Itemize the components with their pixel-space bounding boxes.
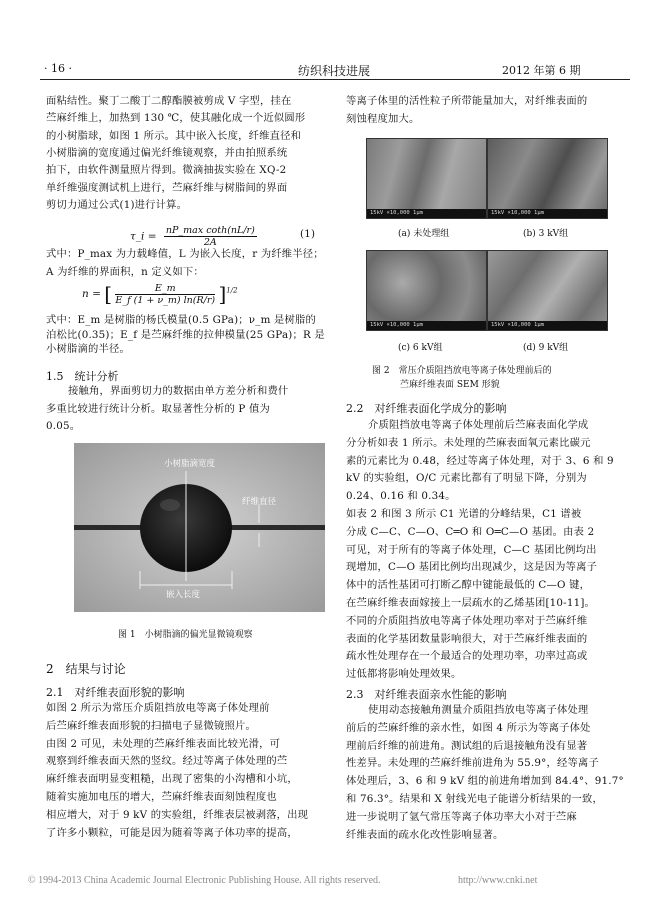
text-line: 如图 2 所示为常压介质阻挡放电等离子体处理前 <box>46 702 270 714</box>
formula-1-numerator: nP_max coth(nL/r) <box>165 225 255 236</box>
text-line: 素的元素比为 0.48，经过等离子体处理，对于 3、6 和 9 <box>346 454 614 467</box>
formula-1-lhs: τ_i = <box>130 230 157 243</box>
figure-2-caption-line-1: 图 2 常压介质阻挡放电等离子体处理前后的 <box>372 366 552 376</box>
text-line: 进一步说明了氩气常压等离子体功率大小对于苎麻 <box>346 810 577 823</box>
issue-label: 2012 年第 6 期 <box>502 64 581 77</box>
text-line: 和 76.3°。结果和 X 射线光电子能谱分析结果的一致， <box>346 793 603 805</box>
text-line: 了许多小颗粒，可能是因为随着等离子体功率的提高， <box>46 826 298 839</box>
text-line: 相应增大，对于 9 kV 的实验组，纤维表层被剥落，出现 <box>46 808 309 821</box>
sem-scale-bar: 15kV ×10,000 1μm <box>488 209 607 218</box>
text-line: 拍下，由软件测量照片得到。微滴抽拔实验在 XQ-2 <box>46 164 287 177</box>
text-line: 在苎麻纤维表面嫁接上一层疏水的乙烯基团[10-11]。 <box>346 597 596 609</box>
sem-scale-bar: 15kV ×10,000 1μm <box>367 209 486 218</box>
text-line: 体处理后，3、6 和 9 kV 组的前进角增加到 84.4°、91.7° <box>346 775 624 788</box>
formula-1-tag: (1) <box>300 228 316 240</box>
text-line: 纤维表面的疏水化改性影响显著。 <box>346 828 504 841</box>
text-line: 现增加，C—O 基团比例均出现减少，这是因为等离子 <box>346 561 598 574</box>
text-line: 剪切力通过公式(1)进行计算。 <box>46 198 188 211</box>
section-2-heading: 2 结果与讨论 <box>46 662 126 676</box>
text-line: 式中：P_max 为力载峰值，L 为嵌入长度，r 为纤维半径； <box>46 248 324 260</box>
section-2-1-heading: 2.1 对纤维表面形貌的影响 <box>46 686 185 699</box>
text-line: 单纤维强度测试机上进行，苎麻纤维与树脂间的界面 <box>46 181 288 194</box>
text-line: 式中：E_m 是树脂的杨氏模量(0.5 GPa)；ν_m 是树脂的 <box>46 314 317 326</box>
text-line: 小树脂滴的半径。 <box>46 343 130 355</box>
text-line: 小树脂滴的宽度通过偏光纤维镜观察，并由拍照系统 <box>46 146 288 159</box>
label-fiber-diameter: 纤维直径 <box>242 497 277 507</box>
text-line: kV 的实验组，O/C 元素比都有了明显下降，分别为 <box>346 472 587 485</box>
section-2-3-heading: 2.3 对纤维表面亲水性能的影响 <box>346 688 507 701</box>
figure-2-caption-line-2: 苎麻纤维表面 SEM 形貌 <box>400 380 500 390</box>
sem-image-b <box>487 138 608 219</box>
text-line: 使用动态接触角测量介质阻挡放电等离子体处理 <box>368 704 589 716</box>
sem-image-a <box>366 138 487 219</box>
formula-2-denominator: E_f (1 + ν_m) ln(R/r) <box>115 294 216 306</box>
cnki-link[interactable]: http://www.cnki.net <box>458 875 538 886</box>
text-line: 由图 2 可见，未处理的苎麻纤维表面比较光滑，可 <box>46 737 281 750</box>
text-line: 如表 2 和图 3 所示 C1 光谱的分峰结果，C1 谱被 <box>346 508 582 520</box>
figure-1-micrograph <box>74 443 325 612</box>
text-line: 0.05。 <box>46 420 81 432</box>
text-line: A 为纤维的界面积，n 定义如下： <box>46 265 204 278</box>
text-line: 前后的苎麻纤维的亲水性，如图 4 所示为等离子体处 <box>346 721 591 734</box>
text-line: 苎麻纤维上，加热到 130 ℃，使其融化成一个近似圆形 <box>46 112 306 125</box>
text-line: 刻蚀程度加大。 <box>346 112 420 125</box>
formula-1-denominator: 2A <box>203 237 217 248</box>
text-line: 的小树脂球，如图 1 所示。其中嵌入长度，纤维直径和 <box>46 129 302 142</box>
text-line: 麻纤维表面明显变粗糙，出现了密集的小沟槽和小坑， <box>46 773 298 786</box>
text-line: 理前后纤维的前进角。测试组的后退接触角没有显著 <box>346 739 588 752</box>
page-number: · 16 · <box>44 62 72 75</box>
sem-caption-a: (a) 未处理组 <box>398 229 450 239</box>
text-line: 面粘结性。聚丁二酸丁二醇酯膜被剪成 V 字型，挂在 <box>46 95 292 107</box>
text-line: 泊松比(0.35)；E_f 是苎麻纤维的拉伸模量(25 GPa)；R 是 <box>46 328 325 341</box>
text-line: 0.24、0.16 和 0.34。 <box>346 490 456 503</box>
text-line: 随着实施加电压的增大，苎麻纤维表面刻蚀程度也 <box>46 791 277 803</box>
text-line: 分成 C—C、C—O、C═O 和 O═C—O 基团。由表 2 <box>346 525 595 538</box>
sem-caption-d: (d) 9 kV组 <box>523 343 569 353</box>
text-line: 可见，对于所有的等离子体处理，C—C 基团比例均出 <box>346 543 597 556</box>
formula-2-lhs: n = <box>82 288 101 300</box>
section-1-5-heading: 1.5 统计分析 <box>46 370 119 383</box>
sem-scale-bar: 15kV ×10,000 1μm <box>367 321 486 330</box>
text-line: 介质阻挡放电等离子体处理前后苎麻表面化学成 <box>368 419 589 431</box>
sem-image-d <box>487 250 608 331</box>
text-line: 接触角，界面剪切力的数据由单方差分析和费什 <box>68 385 289 397</box>
text-line: 分分析如表 1 所示。未处理的苎麻表面氧元素比碳元 <box>346 436 591 449</box>
formula-2: n = [ $\frac{E\_m}{E\_f (1 + \nu\_m) \ln(R/r)}$ ]$^{1/2}$ <box>82 282 238 306</box>
text-line: 观察到纤维表面天然的竖纹。经过等离子体处理的苎 <box>46 755 288 768</box>
figure-1-caption: 图 1 小树脂滴的偏光显微镜观察 <box>118 630 253 640</box>
text-line: 等离子体里的活性粒子所带能量加大，对纤维表面的 <box>346 95 588 107</box>
text-line: 疏水性处理存在一个最适合的处理功率，功率过高或 <box>346 650 588 663</box>
sem-caption-b: (b) 3 kV组 <box>523 229 569 239</box>
text-line: 多重比较进行统计分析。取显著性分析的 P 值为 <box>46 402 271 415</box>
text-line: 过低都将影响处理效果。 <box>346 668 462 681</box>
label-embedded-length: 嵌入长度 <box>166 590 201 600</box>
journal-title: 纺织科技进展 <box>298 64 371 78</box>
formula-2-exponent: 1/2 <box>226 286 238 295</box>
header-rule <box>40 79 630 80</box>
section-2-2-heading: 2.2 对纤维表面化学成分的影响 <box>346 402 507 415</box>
label-droplet-width: 小树脂滴宽度 <box>164 459 216 469</box>
formula-2-numerator: E_m <box>115 283 215 295</box>
text-line: 性差异。未处理的苎麻纤维前进角为 55.9°，经等离子 <box>346 757 599 770</box>
text-line: 不同的介质阻挡放电等离子体处理功率对于苎麻纤维 <box>346 614 588 627</box>
text-line: 表面的化学基团数量影响很大，对于苎麻纤维表面的 <box>346 632 588 645</box>
sem-caption-c: (c) 6 kV组 <box>398 343 443 353</box>
formula-1 <box>130 225 257 248</box>
text-line: 体中的活性基团可打断乙醇中键能最低的 C—O 键， <box>346 579 591 592</box>
sem-scale-bar: 15kV ×10,000 1μm <box>488 321 607 330</box>
text-line: 后苎麻纤维表面形貌的扫描电子显微镜照片。 <box>46 719 256 732</box>
sem-image-c <box>366 250 487 331</box>
copyright-notice: © 1994-2013 China Academic Journal Electronic Publishing House. All rights reserved. <box>28 875 381 886</box>
